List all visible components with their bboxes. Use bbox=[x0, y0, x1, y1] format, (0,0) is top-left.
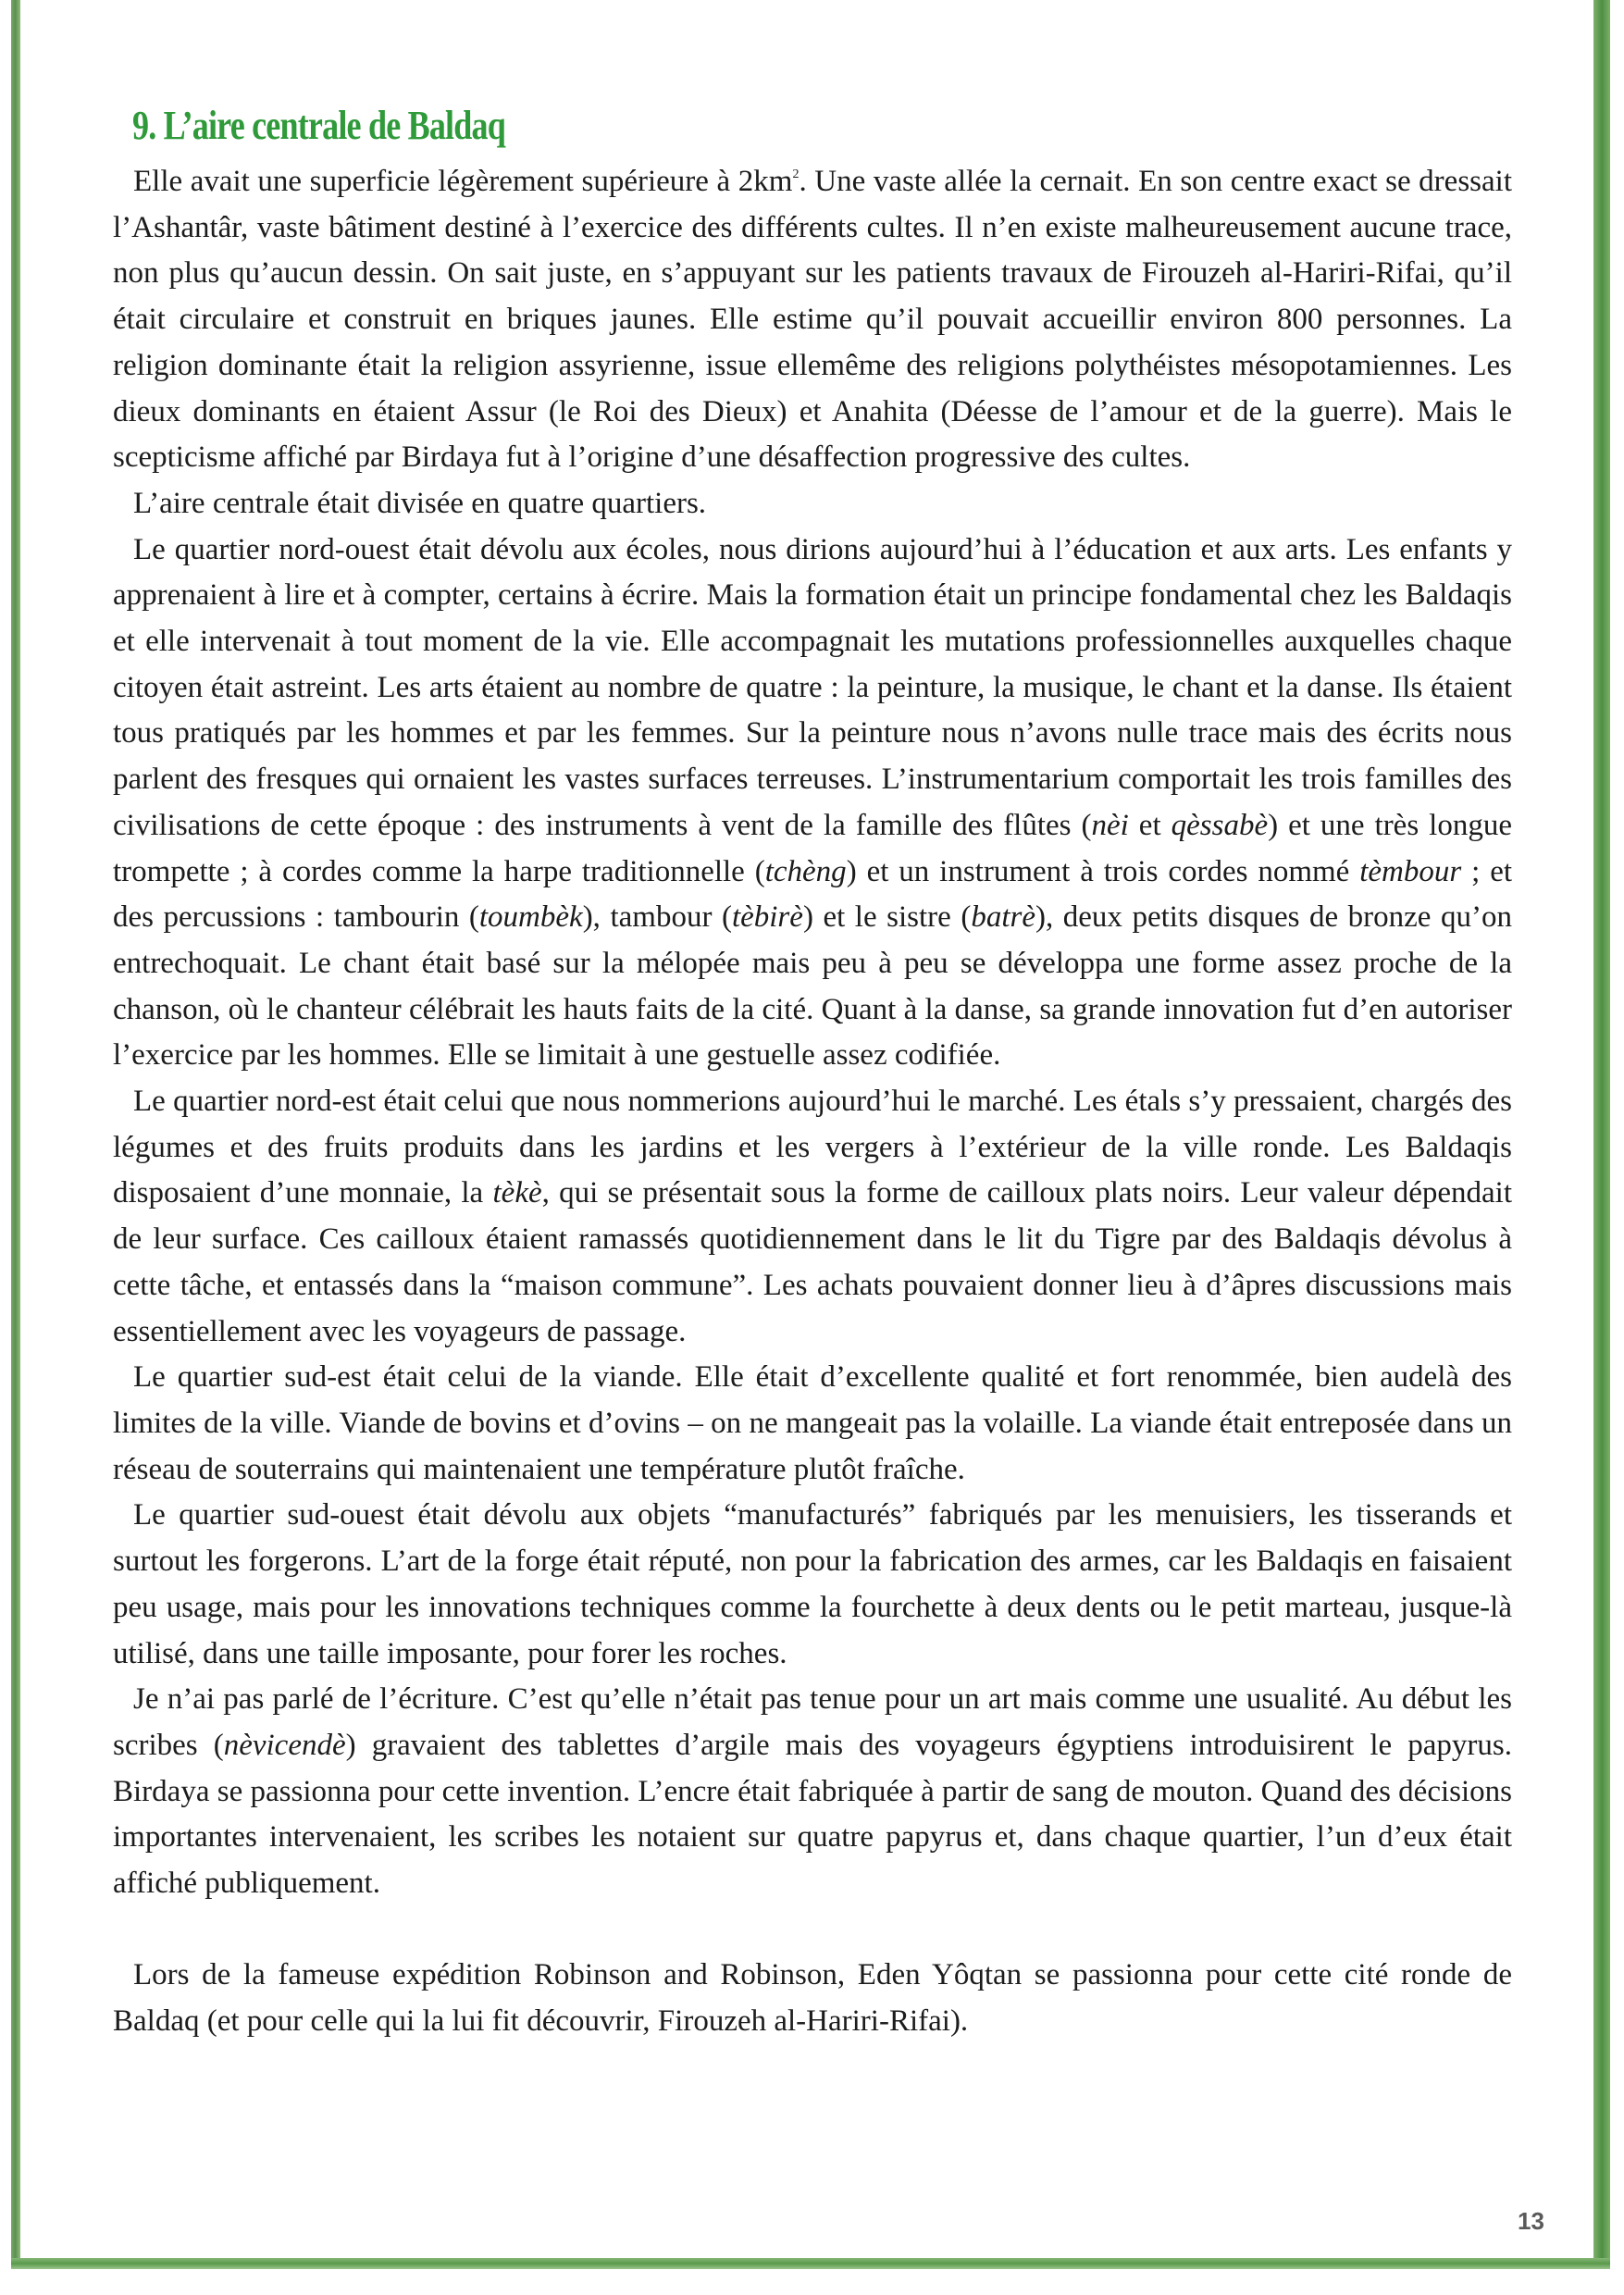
italic-term: tèbirè bbox=[731, 900, 803, 935]
paragraph-four-quarters: L’aire centrale était divisée en quatre quartiers. bbox=[133, 486, 707, 520]
paragraph-northwest-quarter: Le quartier nord-ouest était dévolu aux écoles, nous dirions aujourd’hui à l’éducation et aux arts. Les enfants y apprenaient à lire et à compter, certains à écrire. Mais la formation était un principe fondamental chez les Baldaqis et elle intervenait à tout moment de la vie. Elle accompagnait les mutations professionnelles auxquelles chaque citoyen était astreint. Les arts étaient au nombre de quatre : la peinture, la musique, le chant et la danse. Ils étaient tous pratiqués par les hommes et par les femmes. Sur la peinture nous n’avons nulle trace mais des écrits nous parlent des fresques qui ornaient les vastes surfaces terreuses. L’instrumentarium comportait les trois familles des civilisations de cette époque : des instruments à vent de la famille des flûtes (nèi et qèssabè) et une très longue trompette ; à cordes comme la harpe traditionnelle (tchèng) et un instrument à trois cordes nommé tèmbour ; et des percussions : tambourin (toumbèk), tambour (tèbirè) et le sistre (batrè), deux petits disques de bronze qu’on entrechoquait. Le chant était basé sur la mélopée mais peu à peu se développa une forme assez proche de la chanson, où le chanteur célébrait les hauts faits de la cité. Quant à la danse, sa grande innovation fut d’en autoriser l’exercice par les hommes. Elle se limitait à une gestuelle assez codifiée. bbox=[113, 532, 1513, 1073]
italic-term: toumbèk bbox=[478, 900, 583, 935]
section-title: 9. L’aire centrale de Baldaq bbox=[132, 103, 505, 148]
page-frame-bottom-border bbox=[11, 2258, 1610, 2269]
page-frame-left-border bbox=[11, 0, 20, 2267]
italic-term: batrè bbox=[971, 900, 1035, 935]
paragraph-southwest-quarter: Le quartier sud-ouest était dévolu aux objets “manufacturés” fabriqués par les menuisiers, les tisserands et surtout les forgerons. L’art de la forge était réputé, non pour la fabrication des armes, car les Baldaqis en faisaient peu usage, mais pour les innovations techniques comme la fourchette à deux dents ou le petit marteau, jusque-là utilisé, dans une taille imposante, pour forer les roches. bbox=[113, 1498, 1512, 1670]
italic-term: qèssabè bbox=[1171, 808, 1269, 842]
paragraph-expedition: Lors de la fameuse expédition Robinson and Robinson, Eden Yôqtan se passionna pour cette cité ronde de Baldaq (et pour celle qui la lui fit découvrir, Firouzeh al-Hariri-Rifai). bbox=[113, 1958, 1512, 2039]
italic-term: tchèng bbox=[764, 854, 847, 888]
page-number: 13 bbox=[1518, 2207, 1544, 2235]
paragraph-southeast-quarter: Le quartier sud-est était celui de la viande. Elle était d’excellente qualité et fort renommée, bien audelà des limites de la ville. Viande de bovins et d’ovins – on ne mangeait pas la volaille. La viande était entreposée dans un réseau de souterrains qui maintenaient une température plutôt fraîche. bbox=[113, 1360, 1512, 1486]
paragraph-area-description: Elle avait une superficie légèrement supérieure à $2km^2$. Une vaste allée la cernait. En son centre exact se dressait l’Ashantâr, vaste bâtiment destiné à l’exercice des différents cultes. Il n’en existe malheureusement aucune trace, non plus qu’aucun dessin. On sait juste, en s’appuyant sur les patients travaux de Firouzeh al-Hariri-Rifai, qu’il était circulaire et construit en briques jaunes. Elle estime qu’il pouvait accueillir environ 800 personnes. La religion dominante était la religion assyrienne, issue ellemême des religions polythéistes mésopotamiennes. Les dieux dominants en étaient Assur (le Roi des Dieux) et Anahita (Déesse de l’amour et de la guerre). Mais le scepticisme affiché par Birdaya fut à l’origine d’une désaffection progressive des cultes. bbox=[113, 165, 1512, 475]
body-text bbox=[113, 159, 1512, 2045]
italic-term: nèi bbox=[1091, 808, 1129, 842]
italic-term: tèkè bbox=[492, 1176, 542, 1210]
italic-term: tèmbour bbox=[1359, 854, 1462, 888]
paragraph-writing: Je n’ai pas parlé de l’écriture. C’est qu’elle n’était pas tenue pour un art mais comme une usualité. Au début les scribes (nèvicendè) gravaient des tablettes d’argile mais des voyageurs égyptiens introduisirent le papyrus. Birdaya se passionna pour cette invention. L’encre était fabriquée à partir de sang de mouton. Quand des décisions importantes intervenaient, les scribes les notaient sur quatre papyrus et, dans chaque quartier, l’un d’eux était affiché publiquement. bbox=[113, 1682, 1512, 1901]
paragraph-northeast-quarter: Le quartier nord-est était celui que nous nommerions aujourd’hui le marché. Les étals s’y pressaient, chargés des légumes et des fruits produits dans les jardins et les vergers à l’extérieur de la ville ronde. Les Baldaqis disposaient d’une monnaie, la tèkè, qui se présentait sous la forme de cailloux plats noirs. Leur valeur dépendait de leur surface. Ces cailloux étaient ramassés quotidiennement dans le lit du Tigre par des Baldaqis dévolus à cette tâche, et entassés dans la “maison commune”. Les achats pouvaient donner lieu à d’âpres discussions mais essentiellement avec les voyageurs de passage. bbox=[113, 1085, 1512, 1348]
page-frame-right-border bbox=[1593, 0, 1610, 2267]
italic-term: nèvicendè bbox=[223, 1728, 346, 1762]
superscript-exponent: 2 bbox=[792, 167, 800, 181]
